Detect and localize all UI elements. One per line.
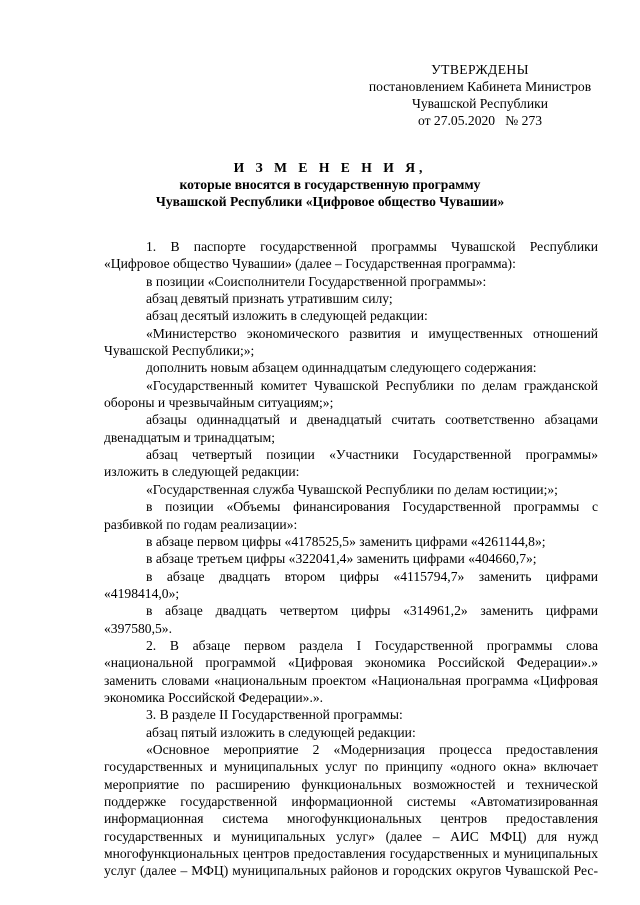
paragraph: абзац пятый изложить в следующей редакции: — [146, 724, 416, 740]
paragraph: «Основное мероприятие 2 «Модернизация процесса предоставления государственных и муниципальных услуг по принципу «одного окна» включает мероприятие по расширению функциональных возможностей и технической поддержке государственной информационной системы «Автоматизированная информационная система многофункциональных центров предоставления государственных и муниципальных услуг» (далее – АИС МФЦ) для нужд многофункциональных центров предоставления государственных и муниципальных услуг (далее – МФЦ) муниципальных районов и городских округов Чувашской Рес- — [104, 741, 598, 879]
document-body — [104, 238, 598, 880]
paragraph: абзац четвертый позиции «Участники Государственной программы» изложить в следующей редакции: — [104, 447, 598, 480]
paragraph: в позиции «Соисполнители Государственной программы»: — [146, 273, 487, 289]
approval-stamp — [360, 61, 600, 129]
approval-line-2: Чувашской Республики — [412, 96, 548, 111]
title-subtitle-1: которые вносятся в государственную программу — [179, 177, 481, 192]
paragraph: в позиции «Объемы финансирования Государственной программы с разбивкой по годам реализации»: — [104, 499, 598, 532]
paragraph: 2. В абзаце первом раздела I Государственной программы слова «национальной программой «Цифровая экономика Российской Федерации».» заменить словами «национальным проектом «Национальная программа «Цифровая экономика Российской Федерации».». — [104, 637, 598, 705]
paragraph: абзац десятый изложить в следующей редакции: — [146, 308, 428, 324]
title-heading: И З М Е Н Е Н И Я, — [233, 160, 427, 175]
paragraph: абзацы одиннадцатый и двенадцатый считать соответственно абзацами двенадцатым и тринадцатым; — [104, 412, 598, 445]
paragraph: 1. В паспорте государственной программы Чувашской Республики «Цифровое общество Чувашии» (далее – Государственная программа): — [104, 239, 598, 272]
approval-title: УТВЕРЖДЕНЫ — [431, 62, 529, 77]
document-title — [60, 159, 600, 210]
paragraph: в абзаце первом цифры «4178525,5» заменить цифрами «4261144,8»; — [146, 533, 546, 549]
title-subtitle-2: Чувашской Республики «Цифровое общество Чувашии» — [155, 194, 505, 209]
paragraph: абзац девятый признать утратившим силу; — [146, 291, 393, 307]
approval-line-1: постановлением Кабинета Министров — [368, 79, 592, 94]
paragraph: «Министерство экономического развития и имущественных отношений Чувашской Республики;»; — [104, 325, 598, 359]
paragraph: 3. В разделе II Государственной программы: — [146, 707, 403, 723]
paragraph: в абзаце двадцать четвертом цифры «314961,2» заменить цифрами «397580,5». — [104, 603, 598, 636]
paragraph: в абзаце третьем цифры «322041,4» заменить цифрами «404660,7»; — [146, 551, 537, 567]
paragraph: в абзаце двадцать втором цифры «4115794,7» заменить цифрами «4198414,0»; — [104, 568, 598, 601]
approval-date: от 27.05.2020 № 273 — [417, 113, 543, 128]
paragraph: «Государственный комитет Чувашской Республики по делам гражданской обороны и чрезвычайным ситуациям;»; — [104, 377, 598, 411]
paragraph: дополнить новым абзацем одиннадцатым следующего содержания: — [146, 360, 537, 376]
paragraph: «Государственная служба Чувашской Республики по делам юстиции;»; — [146, 481, 558, 497]
